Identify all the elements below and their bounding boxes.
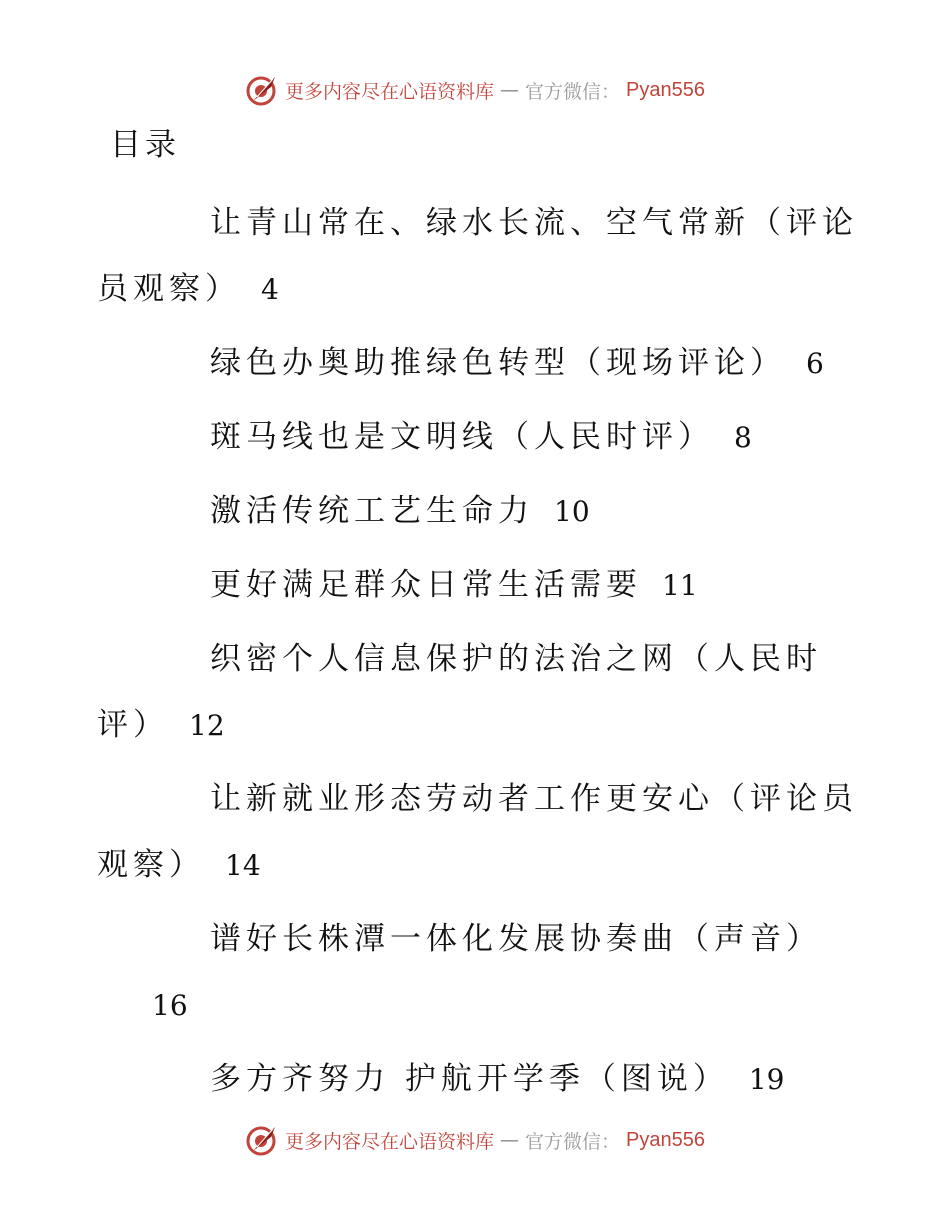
toc-entry[interactable]	[0, 404, 950, 470]
banner-text: 更多内容尽在心语资料库	[285, 1130, 495, 1153]
toc-entry-page: 6	[806, 347, 824, 380]
toc-entry-title-part: 观察）	[97, 847, 205, 883]
toc-entry[interactable]	[0, 1046, 950, 1112]
banner-wechat-label: 官方微信：	[525, 1130, 621, 1153]
toc-entry-title: 多方齐努力 护航开学季（图说）	[210, 1061, 729, 1097]
banner-content	[245, 73, 705, 107]
quill-logo-icon	[245, 1123, 279, 1157]
toc-entry-title-part: 评）	[97, 707, 169, 743]
toc-entry[interactable]	[0, 766, 950, 898]
toc-entry-title: 织密个人信息保护的法治之网（人民时	[210, 641, 822, 677]
toc-entry[interactable]	[0, 478, 950, 544]
toc-entry[interactable]	[0, 906, 950, 1038]
toc-entry-title: 激活传统工艺生命力	[210, 493, 534, 529]
toc-entry[interactable]	[0, 330, 950, 396]
toc-entry-page: 4	[261, 273, 279, 306]
toc-entry-title: 让青山常在、绿水长流、空气常新（评论	[210, 205, 858, 241]
banner-handle: Pyan556	[626, 1128, 705, 1151]
banner-separator: —	[500, 1129, 520, 1151]
toc-entry-title: 更好满足群众日常生活需要	[210, 567, 642, 603]
banner-separator: —	[500, 79, 520, 101]
banner-text: 更多内容尽在心语资料库	[285, 80, 495, 103]
toc-entry[interactable]	[0, 552, 950, 618]
header-banner	[0, 70, 950, 110]
toc-entry-page-line	[0, 972, 950, 1038]
banner-handle: Pyan556	[626, 78, 705, 101]
toc-entry-title: 绿色办奥助推绿色转型（现场评论）	[210, 345, 786, 381]
toc-title: 目录	[110, 127, 180, 163]
toc-entry-page: 19	[748, 1063, 785, 1096]
toc-entry[interactable]	[0, 626, 950, 758]
toc-list	[0, 190, 950, 1120]
toc-entry-title-continued	[0, 692, 950, 758]
toc-entry-title-continued	[0, 256, 950, 322]
toc-entry-title: 让新就业形态劳动者工作更安心（评论员	[210, 781, 858, 817]
toc-entry-page: 14	[225, 849, 261, 882]
toc-entry-line	[0, 552, 950, 618]
toc-entry-line	[0, 404, 950, 470]
toc-entry-title: 谱好长株潭一体化发展协奏曲（声音）	[210, 921, 822, 957]
toc-entry-title: 斑马线也是文明线（人民时评）	[210, 419, 714, 455]
toc-entry-title-continued	[0, 832, 950, 898]
toc-entry-title-part: 员观察）	[97, 271, 241, 307]
toc-entry-line	[0, 1046, 950, 1112]
footer-banner	[0, 1120, 950, 1160]
toc-entry-line	[0, 330, 950, 396]
toc-entry[interactable]	[0, 190, 950, 322]
toc-entry-line	[0, 478, 950, 544]
quill-logo-icon	[245, 73, 279, 107]
toc-entry-page: 11	[662, 569, 698, 602]
banner-content	[245, 1123, 705, 1157]
toc-entry-page: 16	[152, 989, 188, 1022]
toc-entry-page: 8	[734, 421, 752, 454]
banner-wechat-label: 官方微信：	[525, 80, 621, 103]
toc-entry-page: 10	[554, 495, 590, 528]
toc-entry-page: 12	[189, 709, 225, 742]
